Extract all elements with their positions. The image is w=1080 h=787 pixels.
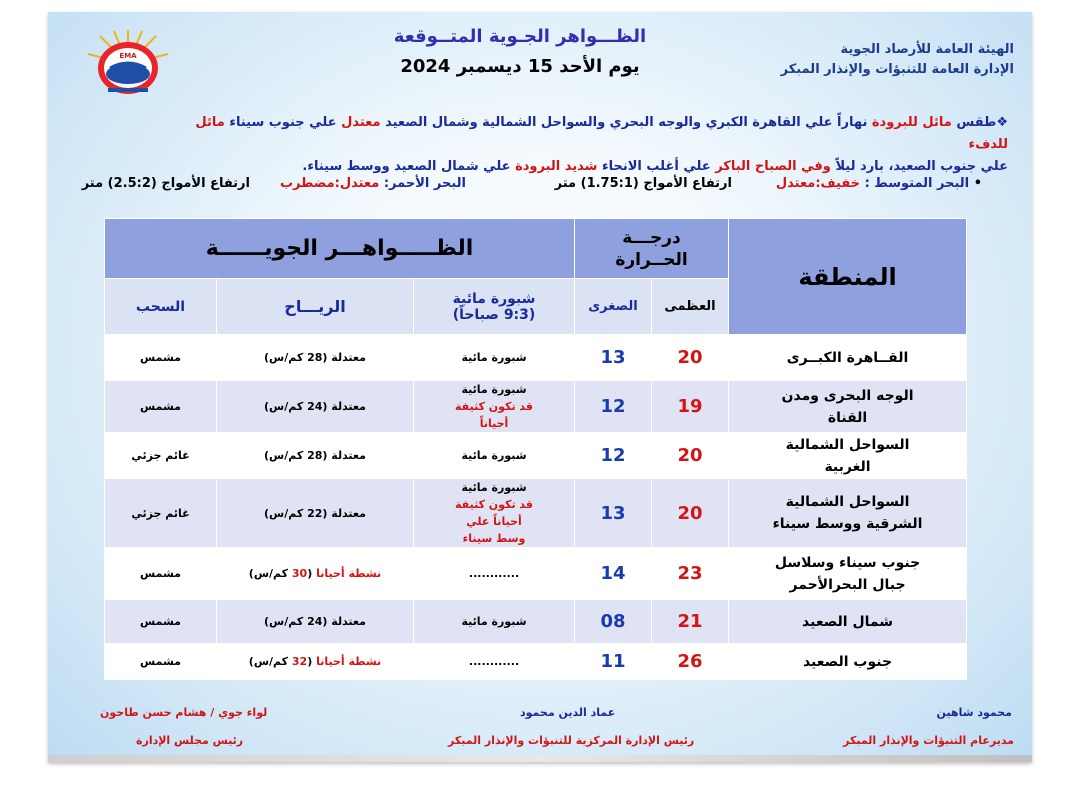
org-line-2: الإدارة العامة للتنبؤات والإنذار المبكر: [780, 62, 1014, 77]
fog-cell: [414, 381, 575, 433]
table-row: [105, 335, 967, 381]
min-temp-cell: 12: [575, 381, 652, 433]
desc-text: علي جنوب سيناء: [229, 115, 337, 130]
wind-active: نشطة أحيانا: [316, 655, 382, 668]
wind-cell: [217, 548, 414, 600]
mediterranean-state: [776, 176, 982, 191]
wind-cell: [217, 381, 414, 433]
weather-description: [158, 112, 1008, 178]
region-cell: السواحل الشمالية الشرقية ووسط سيناء: [729, 479, 967, 548]
desc-highlight: مائل للبرودة: [871, 115, 952, 130]
region-cell: القــاهرة الكبــرى: [729, 335, 967, 381]
table-row: [105, 381, 967, 433]
wind-value: معتدلة (28 كم/س): [264, 449, 366, 462]
sheet-edge: [48, 755, 1032, 762]
table-row: [105, 479, 967, 548]
temperature-header: درجـــة الحــرارة: [575, 219, 729, 279]
table-row: [105, 644, 967, 680]
max-temp-cell: 23: [652, 548, 729, 600]
min-temp-cell: 11: [575, 644, 652, 680]
cloud-cell: مشمس: [105, 644, 217, 680]
fog-value: ............: [468, 655, 520, 668]
fog-cell: [414, 479, 575, 548]
wind-unit: كم/س): [248, 567, 292, 580]
wind-open: (: [307, 567, 313, 580]
min-temp-header: الصغرى: [575, 279, 652, 335]
max-temp-cell: 21: [652, 600, 729, 644]
wind-header: الريـــاح: [217, 279, 414, 335]
region-header: المنطقة: [729, 219, 967, 335]
red-sea-state: [280, 176, 466, 191]
max-temp-cell: 26: [652, 644, 729, 680]
region-cell: جنوب سيناء وسلاسل جبال البحرالأحمر: [729, 548, 967, 600]
table-row: [105, 433, 967, 479]
wind-value: معتدلة (28 كم/س): [264, 351, 366, 364]
min-temp-cell: 08: [575, 600, 652, 644]
min-temp-cell: 12: [575, 433, 652, 479]
signature-left-name: لواء جوي / هشام حسن طاحون: [100, 706, 268, 719]
diamond-bullet-icon: ❖: [996, 115, 1008, 130]
med-sea-state: خفيف:معتدل: [775, 176, 861, 191]
fog-cell: [414, 644, 575, 680]
wind-speed: 32: [291, 655, 308, 668]
signature-left-title: رئيس مجلس الإدارة: [136, 734, 244, 747]
min-temp-cell: 14: [575, 548, 652, 600]
desc-text: نهاراً علي القاهرة الكبري والوجه البحري والسواحل الشمالية وشمال الصعيد: [385, 115, 868, 130]
wind-value: معتدلة (24 كم/س): [264, 615, 366, 628]
desc-highlight: وفي الصباح الباكر: [715, 159, 831, 174]
region-cell: شمال الصعيد: [729, 600, 967, 644]
wind-cell: [217, 335, 414, 381]
cloud-header: السحب: [105, 279, 217, 335]
fog-cell: [414, 600, 575, 644]
med-sea-label: البحر المتوسط :: [864, 176, 970, 191]
cloud-cell: مشمس: [105, 381, 217, 433]
wind-cell: [217, 600, 414, 644]
wind-cell: [217, 433, 414, 479]
max-temp-cell: 20: [652, 433, 729, 479]
region-cell: جنوب الصعيد: [729, 644, 967, 680]
max-temp-header: العظمى: [652, 279, 729, 335]
fog-value: ............: [468, 567, 520, 580]
cloud-cell: غائم جزئي: [105, 433, 217, 479]
desc-highlight: مائل للدفء: [195, 115, 1008, 152]
red-sea-waves: ارتفاع الأمواج (2.5:2) متر: [81, 176, 250, 191]
fog-value: شبورة مائية: [461, 481, 527, 494]
dot-bullet-icon: •: [973, 176, 982, 191]
desc-highlight: معتدل: [341, 115, 381, 130]
cloud-cell: مشمس: [105, 548, 217, 600]
desc-text: طقس: [956, 115, 997, 130]
wind-active: نشطة أحيانا: [316, 567, 382, 580]
ema-logo-icon: [80, 28, 176, 100]
fog-cell: [414, 548, 575, 600]
fog-value: شبورة مائية: [461, 351, 527, 364]
cloud-cell: مشمس: [105, 335, 217, 381]
wind-value: معتدلة (22 كم/س): [264, 506, 366, 520]
signature-center-title: رئيس الإدارة المركزية للتنبؤات والإنذار المبكر: [448, 734, 695, 747]
logo-text: EMA: [119, 52, 137, 60]
wind-cell: [217, 479, 414, 548]
signature-center-name: عماد الدين محمود: [520, 706, 616, 719]
forecast-table: [104, 218, 967, 680]
phenomena-header: الظـــــواهـــر الجويــــــة: [105, 219, 575, 279]
organization-name: [754, 40, 1014, 80]
wind-open: (: [307, 655, 313, 668]
med-waves: ارتفاع الأمواج (1.75:1) متر: [554, 176, 732, 191]
fog-note: قد تكون كثيفة أحياناً: [455, 400, 533, 430]
cloud-cell: غائم جزئي: [105, 479, 217, 548]
fog-cell: [414, 335, 575, 381]
desc-text: علي شمال الصعيد ووسط سيناء.: [302, 159, 511, 174]
fog-cell: [414, 433, 575, 479]
table-row: [105, 548, 967, 600]
signature-right-name: محمود شاهين: [936, 706, 1012, 719]
desc-text: علي أغلب الانحاء: [601, 159, 711, 174]
fog-value: شبورة مائية: [461, 383, 527, 396]
wind-cell: [217, 644, 414, 680]
fog-header: شبورة مائية (9:3 صباحاً): [414, 279, 575, 335]
page-title: الظـــواهر الجـوية المتــوقعة: [393, 26, 647, 47]
red-sea-label: البحر الأحمر:: [383, 176, 466, 191]
wind-value: معتدلة (24 كم/س): [264, 400, 366, 413]
region-cell: السواحل الشمالية الغربية: [729, 433, 967, 479]
wind-speed: 30: [291, 567, 308, 580]
max-temp-cell: 20: [652, 479, 729, 548]
fog-value: شبورة مائية: [461, 449, 527, 462]
signature-right-title: مديرعام التنبؤات والإنذار المبكر: [843, 734, 1014, 747]
max-temp-cell: 20: [652, 335, 729, 381]
table-row: [105, 600, 967, 644]
fog-value: شبورة مائية: [461, 615, 527, 628]
min-temp-cell: 13: [575, 479, 652, 548]
cloud-cell: مشمس: [105, 600, 217, 644]
wind-unit: كم/س): [248, 655, 292, 668]
desc-highlight: شديد البرودة: [515, 159, 598, 174]
desc-text: علي جنوب الصعيد، بارد ليلاً: [835, 159, 1008, 174]
min-temp-cell: 13: [575, 335, 652, 381]
red-sea-condition: معتدل:مضطرب: [279, 176, 380, 191]
region-cell: الوجه البحرى ومدن القناة: [729, 381, 967, 433]
org-line-1: الهيئة العامة للأرصاد الجوية: [840, 42, 1014, 57]
max-temp-cell: 19: [652, 381, 729, 433]
forecast-date: يوم الأحد 15 ديسمبر 2024: [400, 56, 640, 77]
fog-note: قد تكون كثيفة أحياناً علي وسط سيناء: [455, 498, 533, 545]
